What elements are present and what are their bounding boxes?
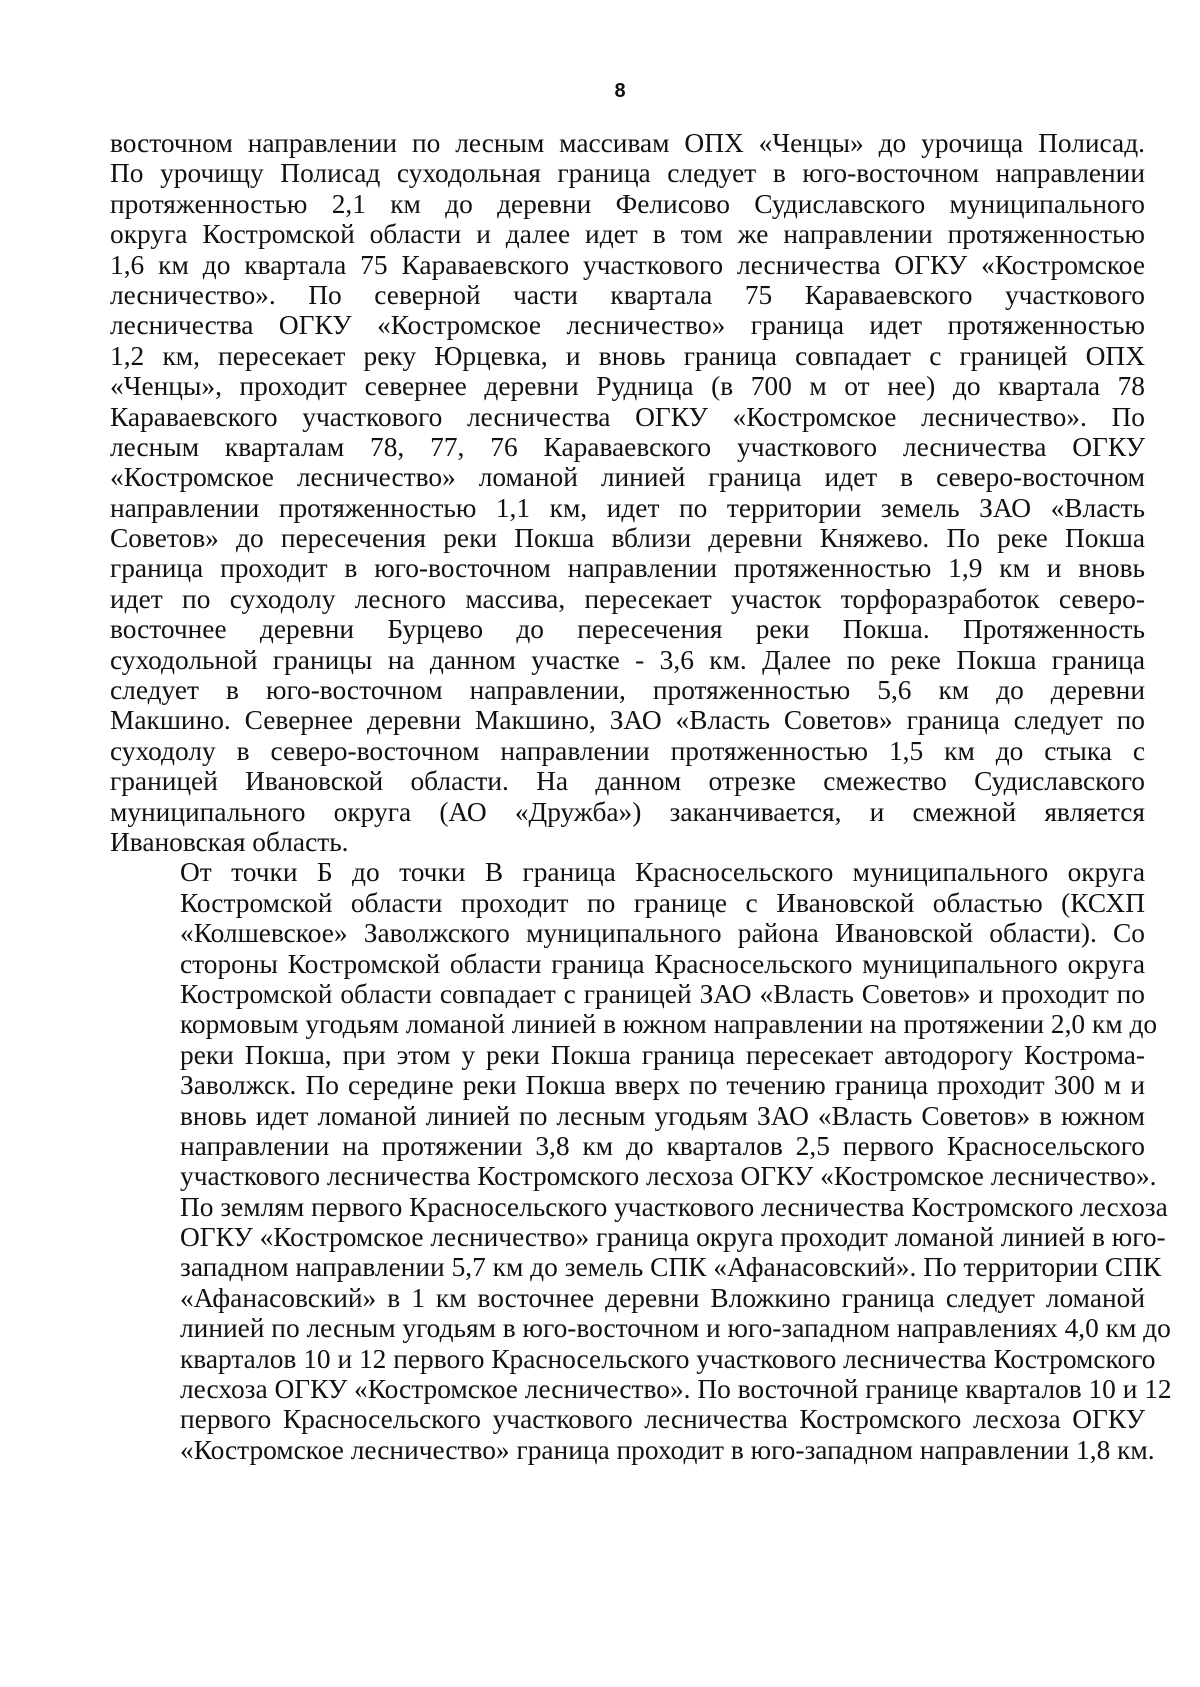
text-line: Костромской области совпадает с границей ЗАО «Власть Советов» и проходит по: [180, 978, 1145, 1009]
text-line: Заволжск. По середине реки Покша вверх по течению граница проходит 300 м и: [180, 1070, 1145, 1101]
text-line: границей Ивановской области. На данном отрезке смежество Судиславского: [110, 766, 1145, 797]
text-line: кормовым угодьям ломаной линией в южном направлении на протяжении 2,0 км до: [180, 1009, 1158, 1040]
page-number: 8: [614, 80, 626, 102]
text-line: лесничество». По северной части квартала 75 Караваевского участкового: [110, 279, 1145, 310]
text-line: восточном направлении по лесным массивам ОПХ «Ченцы» до урочища Полисад.: [110, 128, 1145, 158]
text-line: западном направлении 5,7 км до земель СПК «Афанасовский». По территории СПК: [180, 1252, 1162, 1283]
text-line: участкового лесничества Костромского лесхоза ОГКУ «Костромское лесничество».: [180, 1161, 1157, 1192]
text-line: По урочищу Полисад суходольная граница следует в юго-восточном направлении: [110, 158, 1145, 189]
text-line: суходолу в северо-восточном направлении протяженностью 1,5 км до стыка с: [110, 735, 1145, 766]
text-line: «Ченцы», проходит севернее деревни Рудница (в 700 м от нее) до квартала 78: [110, 371, 1145, 402]
text-line: стороны Костромской области граница Красносельского муниципального округа: [180, 948, 1145, 979]
text-line: От точки Б до точки В граница Красносельского муниципального округа: [180, 857, 1145, 888]
text-line: граница проходит в юго-восточном направлении протяженностью 1,9 км и вновь: [110, 553, 1145, 584]
text-line: лесным кварталам 78, 77, 76 Караваевского участкового лесничества ОГКУ: [110, 431, 1145, 462]
text-line: вновь идет ломаной линией по лесным угодьям ЗАО «Власть Советов» в южном: [180, 1100, 1145, 1131]
text-line: Ивановская область.: [110, 826, 349, 857]
text-line: следует в юго-восточном направлении, протяженностью 5,6 км до деревни: [110, 675, 1145, 706]
text-line: округа Костромской области и далее идет в том же направлении протяженностью: [110, 219, 1145, 250]
text-line: лесничества ОГКУ «Костромское лесничество» граница идет протяженностью: [110, 310, 1145, 341]
text-line: лесхоза ОГКУ «Костромское лесничество». По восточной границе кварталов 10 и 12: [180, 1374, 1172, 1405]
text-line: Костромской области проходит по границе с Ивановской областью (КСХП: [180, 887, 1145, 918]
text-line: ОГКУ «Костромское лесничество» граница округа проходит ломаной линией в юго-: [180, 1222, 1166, 1253]
text-line: Караваевского участкового лесничества ОГКУ «Костромское лесничество». По: [110, 401, 1145, 432]
text-line: «Афанасовский» в 1 км восточнее деревни Вложкино граница следует ломаной: [180, 1282, 1145, 1313]
text-line: суходольной границы на данном участке - 3,6 км. Далее по реке Покша граница: [110, 644, 1145, 675]
document-body: [110, 128, 1172, 1465]
text-line: Советов» до пересечения реки Покша вблизи деревни Княжево. По реке Покша: [110, 523, 1145, 554]
text-line: муниципального округа (АО «Дружба») заканчивается, и смежной является: [110, 796, 1145, 827]
text-line: идет по суходолу лесного массива, пересекает участок торфоразработок северо-: [110, 583, 1145, 614]
text-line: реки Покша, при этом у реки Покша граница пересекает автодорогу Кострома-: [180, 1039, 1145, 1070]
paragraph-1: [110, 128, 1145, 857]
text-line: кварталов 10 и 12 первого Красносельского участкового лесничества Костромского: [180, 1343, 1156, 1374]
paragraph-2: [110, 857, 1172, 1465]
text-line: Макшино. Севернее деревни Макшино, ЗАО «Власть Советов» граница следует по: [110, 705, 1145, 736]
text-line: восточнее деревни Бурцево до пересечения реки Покша. Протяженность: [110, 614, 1145, 645]
text-line: протяженностью 2,1 км до деревни Фелисово Судиславского муниципального: [110, 188, 1145, 219]
text-line: По землям первого Красносельского участкового лесничества Костромского лесхоза: [180, 1191, 1168, 1222]
text-line: «Костромское лесничество» граница проходит в юго-западном направлении 1,8 км.: [180, 1434, 1155, 1465]
text-line: первого Красносельского участкового лесничества Костромского лесхоза ОГКУ: [180, 1404, 1145, 1435]
text-line: линией по лесным угодьям в юго-восточном и юго-западном направлениях 4,0 км до: [180, 1313, 1171, 1344]
text-line: 1,2 км, пересекает реку Юрцевка, и вновь граница совпадает с границей ОПХ: [110, 340, 1145, 371]
text-line: «Колшевское» Заволжского муниципального района Ивановской области). Со: [180, 918, 1145, 949]
text-line: 1,6 км до квартала 75 Караваевского участкового лесничества ОГКУ «Костромское: [110, 249, 1145, 280]
text-line: «Костромское лесничество» ломаной линией граница идет в северо-восточном: [110, 462, 1145, 493]
text-line: направлении протяженностью 1,1 км, идет по территории земель ЗАО «Власть: [110, 492, 1145, 523]
text-line: направлении на протяжении 3,8 км до кварталов 2,5 первого Красносельского: [180, 1130, 1145, 1161]
